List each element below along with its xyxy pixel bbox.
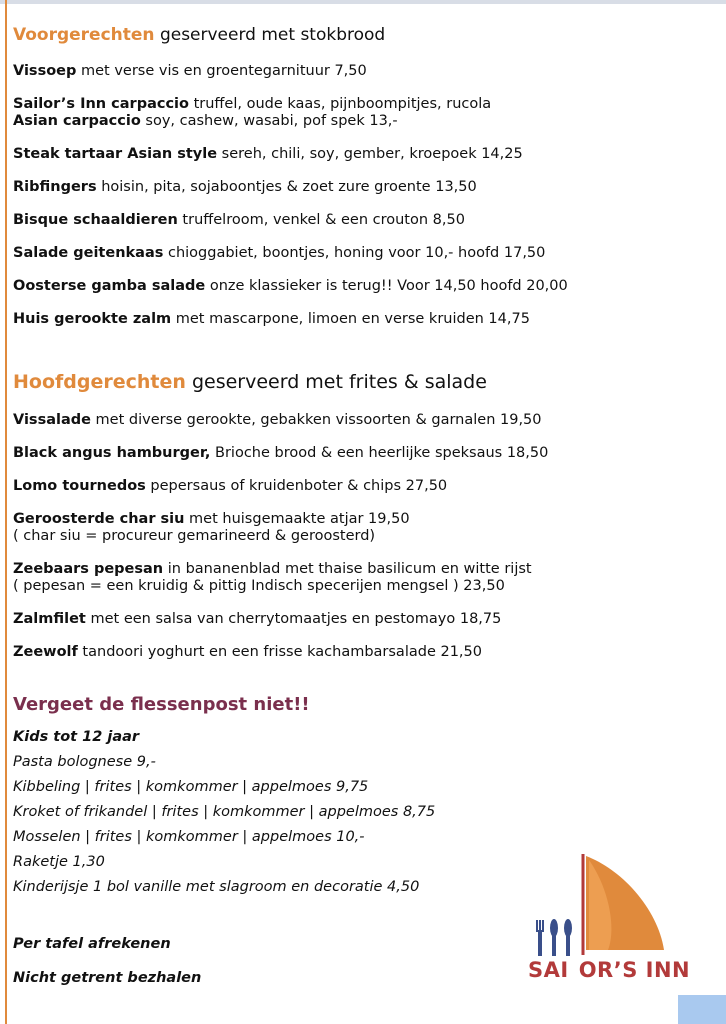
- cutlery-icon: [536, 919, 572, 956]
- kids-title: Kids tot 12 jaar: [13, 729, 140, 745]
- menu-item: [13, 212, 713, 229]
- kids-item: Pasta bolognese 9,-: [13, 754, 156, 770]
- menu-item: [13, 113, 713, 130]
- item-desc: met mascarpone, limoen en verse kruiden 14,75: [171, 311, 530, 327]
- logo-text: [528, 958, 690, 982]
- item-name: Zalmfilet: [13, 611, 86, 627]
- kids-item: Raketje 1,30: [13, 854, 105, 870]
- item-desc: truffel, oude kaas, pijnboompitjes, rucola: [188, 96, 492, 112]
- kids-item: Mosselen | frites | komkommer | appelmoes 10,-: [13, 829, 365, 845]
- item-name: Sailor’s Inn carpaccio: [13, 96, 189, 112]
- menu-item: [13, 179, 713, 196]
- top-bar: [0, 0, 726, 4]
- item-name: Oosterse gamba salade: [13, 278, 206, 294]
- menu-content: [13, 24, 713, 987]
- item-name: Geroosterde char siu: [13, 511, 185, 527]
- item-name: Asian carpaccio: [13, 113, 141, 129]
- starters-subtitle: geserveerd met stokbrood: [159, 25, 386, 45]
- mains-heading: [13, 371, 713, 393]
- mains-title: Hoofdgerechten: [13, 371, 186, 393]
- item-desc: sereh, chili, soy, gember, kroepoek 14,25: [217, 146, 523, 162]
- menu-item: [13, 511, 713, 528]
- menu-item: [13, 96, 713, 113]
- item-name: Huis gerookte zalm: [13, 311, 172, 327]
- item-name: Zeebaars pepesan: [13, 561, 164, 577]
- payment-note: Per tafel afrekenen: [13, 936, 171, 952]
- menu-item: [13, 445, 713, 462]
- menu-item: [13, 412, 713, 429]
- item-desc: pepersaus of kruidenboter & chips 27,50: [145, 478, 448, 494]
- menu-item: [13, 146, 713, 163]
- menu-item: [13, 644, 713, 661]
- menu-item: [13, 478, 713, 495]
- item-desc: tandoori yoghurt en een frisse kachambarsalade 21,50: [77, 644, 482, 660]
- corner-block: [678, 995, 726, 1024]
- item-name: Vissoep: [13, 63, 77, 79]
- starters-heading: [13, 24, 713, 46]
- item-name: Steak tartaar Asian style: [13, 146, 218, 162]
- item-name: Zeewolf: [13, 644, 78, 660]
- menu-item: [13, 278, 713, 295]
- payment-note: Nicht getrent bezhalen: [13, 970, 202, 986]
- flessenpost-heading: Vergeet de flessenpost niet!!: [13, 694, 310, 715]
- item-name: Black angus hamburger,: [13, 445, 211, 461]
- item-desc: onze klassieker is terug!! Voor 14,50 hoofd 20,00: [205, 278, 568, 294]
- logo-text-left: SAI: [528, 958, 569, 982]
- logo-text-right: OR’S INN: [578, 958, 691, 982]
- item-desc: hoisin, pita, sojaboontjes & zoet zure groente 13,50: [96, 179, 477, 195]
- menu-item: [13, 611, 713, 628]
- kids-item: Kinderijsje 1 bol vanille met slagroom en decoratie 4,50: [13, 879, 420, 895]
- item-desc: in bananenblad met thaise basilicum en witte rijst: [163, 561, 532, 577]
- menu-item: [13, 311, 713, 328]
- menu-item: [13, 63, 713, 80]
- item-name: Vissalade: [13, 412, 91, 428]
- item-desc: met verse vis en groentegarnituur 7,50: [76, 63, 367, 79]
- menu-item: [13, 245, 713, 262]
- menu-item: [13, 561, 713, 578]
- item-desc: met een salsa van cherrytomaatjes en pestomayo 18,75: [85, 611, 502, 627]
- item-name: Ribfingers: [13, 179, 97, 195]
- item-name: Lomo tournedos: [13, 478, 146, 494]
- menu-item-note: ( pepesan = een kruidig & pittig Indisch specerijen mengsel ) 23,50: [13, 578, 505, 594]
- item-name: Salade geitenkaas: [13, 245, 164, 261]
- left-accent-rule: [5, 0, 7, 1024]
- item-desc: soy, cashew, wasabi, pof spek 13,-: [140, 113, 398, 129]
- item-desc: truffelroom, venkel & een crouton 8,50: [177, 212, 465, 228]
- menu-item-note: ( char siu = procureur gemarineerd & geroosterd): [13, 528, 376, 544]
- item-desc: met huisgemaakte atjar 19,50: [184, 511, 410, 527]
- item-desc: met diverse gerookte, gebakken vissoorten & garnalen 19,50: [90, 412, 542, 428]
- kids-item: Kibbeling | frites | komkommer | appelmoes 9,75: [13, 779, 369, 795]
- item-name: Bisque schaaldieren: [13, 212, 178, 228]
- item-desc: Brioche brood & een heerlijke speksaus 18,50: [210, 445, 549, 461]
- mains-subtitle: geserveerd met frites & salade: [191, 371, 487, 393]
- starters-title: Voorgerechten: [13, 25, 155, 45]
- kids-item: Kroket of frikandel | frites | komkommer | appelmoes 8,75: [13, 804, 436, 820]
- item-desc: chioggabiet, boontjes, honing voor 10,- hoofd 17,50: [163, 245, 546, 261]
